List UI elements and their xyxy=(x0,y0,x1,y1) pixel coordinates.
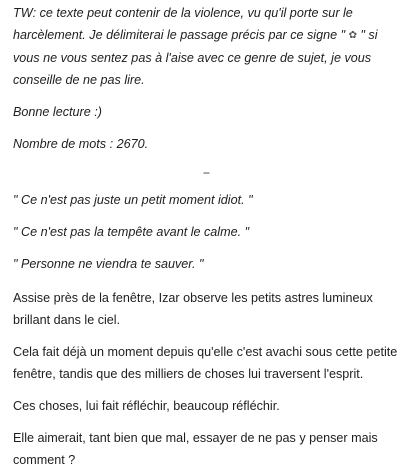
warning-flower-icon: ✿ xyxy=(348,30,357,41)
story-paragraph: Cela fait déjà un moment depuis qu'elle c'est avachi sous cette petite fenêtre, tandis que des milliers de choses lui traversent l'esprit. xyxy=(13,345,398,381)
word-count: Nombre de mots : 2670. xyxy=(13,137,149,151)
section-separator xyxy=(13,161,403,183)
story-paragraph: Ces choses, lui fait réfléchir, beaucoup réfléchir. xyxy=(13,399,280,413)
trigger-warning-text-end: " si vous ne vous sentez pas à l'aise avec ce genre de sujet, je vous conseille de ne pas lire. xyxy=(13,28,378,87)
greeting: Bonne lecture :) xyxy=(13,105,102,119)
quote-line: " Personne ne viendra te sauver. " xyxy=(13,257,204,271)
document-body xyxy=(13,0,403,471)
trigger-warning-text-start: TW: ce texte peut contenir de la violence, vu qu'il porte sur le harcèlement. Je délimiterai le passage précis par ce signe " xyxy=(13,6,353,42)
quote-line: " Ce n'est pas juste un petit moment idiot. " xyxy=(13,193,253,207)
quote-line: " Ce n'est pas la tempête avant le calme. " xyxy=(13,225,250,239)
trigger-warning xyxy=(13,2,403,91)
story-paragraph: Assise près de la fenêtre, Izar observe les petits astres lumineux brillant dans le ciel. xyxy=(13,291,373,327)
story-paragraph: Elle aimerait, tant bien que mal, essayer de ne pas y penser mais comment ? xyxy=(13,431,378,467)
separator-dashes: -- xyxy=(203,165,209,179)
